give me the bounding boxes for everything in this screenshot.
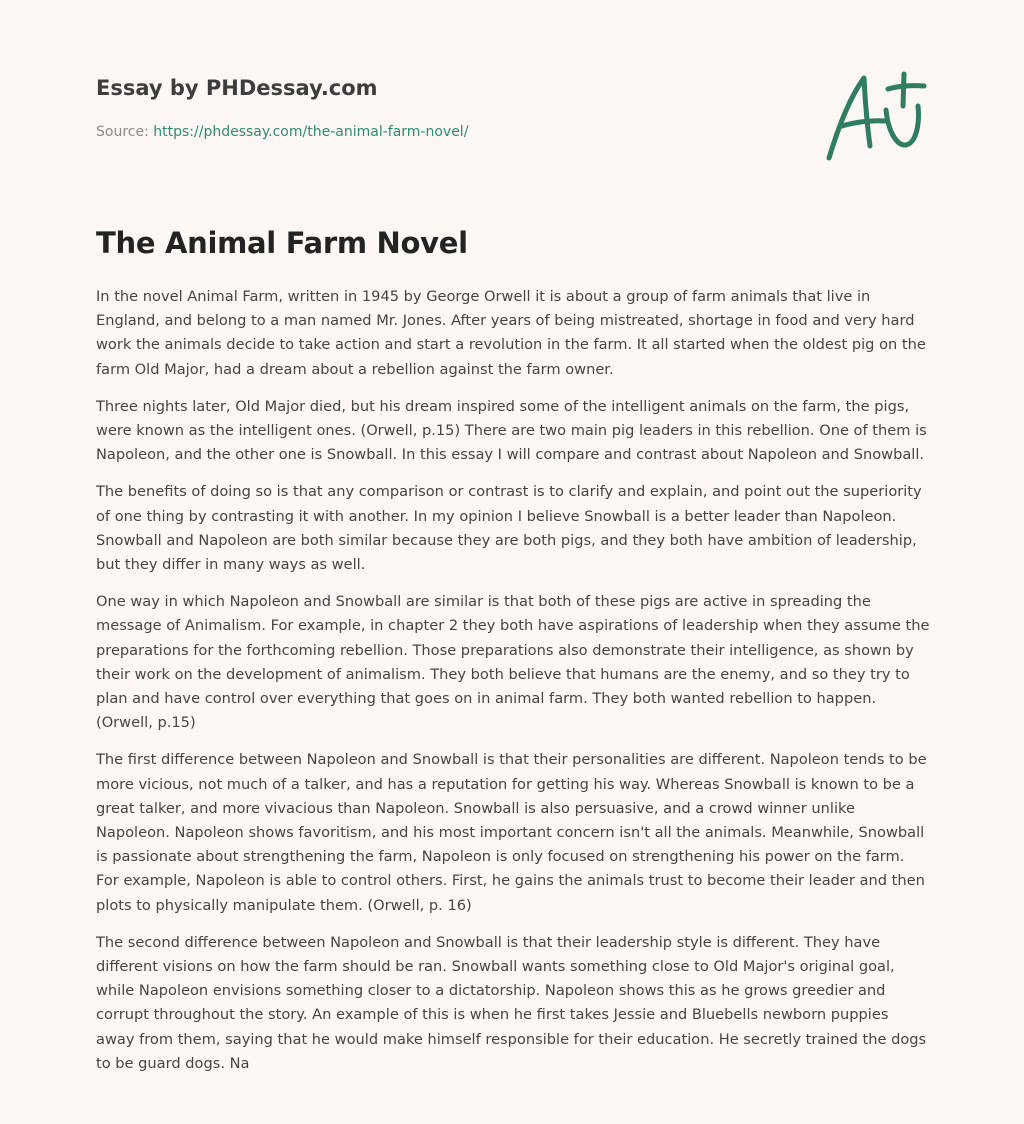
brand-title: Essay by PHDessay.com <box>96 76 378 100</box>
source-link[interactable]: https://phdessay.com/the-animal-farm-novel/ <box>153 124 469 140</box>
paragraph: Three nights later, Old Major died, but his dream inspired some of the intelligent animals on the farm, the pigs, were known as the intelligent ones. (Orwell, p.15) There are two main pig leaders in this rebellion. One of them is Napoleon, and the other one is Snowball. In this essay I will compare and contrast about Napoleon and Snowball. <box>96 397 927 464</box>
paragraph: In the novel Animal Farm, written in 1945 by George Orwell it is about a group of farm animals that live in England, and belong to a man named Mr. Jones. After years of being mistreated, shortage in food and very hard work the animals decide to take action and start a revolution in the farm. It all started when the oldest pig on the farm Old Major, had a dream about a rebellion against the farm owner. <box>96 288 926 378</box>
paragraph: The second difference between Napoleon and Snowball is that their leadership style is different. They have different visions on how the farm should be ran. Snowball wants something close to Old Major's original goal, while Napoleon envisions something closer to a dictatorship. Napoleon shows this as he grows greedier and corrupt throughout the story. An example of this is when he first takes Jessie and Bluebells newborn puppies away from them, saying that he would make himself responsible for their education. He secretly trained the dogs to be guard dogs. Na <box>96 933 927 1072</box>
essay-body <box>96 285 930 1089</box>
essay-title: The Animal Farm Novel <box>96 226 468 260</box>
paragraph: One way in which Napoleon and Snowball are similar is that both of these pigs are active in spreading the message of Animalism. For example, in chapter 2 they both have aspirations of leadership when they assume the preparations for the forthcoming rebellion. Those preparations also demonstrate their intelligence, as shown by their work on the development of animalism. They both believe that humans are the enemy, and so they try to plan and have control over everything that goes on in animal farm. They both wanted rebellion to happen. (Orwell, p.15) <box>96 593 930 732</box>
paragraph: The first difference between Napoleon and Snowball is that their personalities are different. Napoleon tends to be more vicious, not much of a talker, and has a reputation for getting his way. Whereas Snowball is known to be a great talker, and more vivacious than Napoleon. Snowball is also persuasive, and a crowd winner unlike Napoleon. Napoleon shows favoritism, and his most important concern isn't all the animals. Meanwhile, Snowball is passionate about strengthening the farm, Napoleon is only focused on strengthening his power on the farm. For example, Napoleon is able to control others. First, he gains the animals trust to become their leader and then plots to physically manipulate them. (Orwell, p. 16) <box>96 751 927 914</box>
source-label: Source: <box>96 124 149 140</box>
a-plus-icon <box>820 66 928 166</box>
paragraph: The benefits of doing so is that any comparison or contrast is to clarify and explain, and point out the superiority of one thing by contrasting it with another. In my opinion I believe Snowball is a better leader than Napoleon. Snowball and Napoleon are both similar because they are both pigs, and they both have ambition of leadership, but they differ in many ways as well. <box>96 483 922 574</box>
source-line <box>96 124 468 140</box>
